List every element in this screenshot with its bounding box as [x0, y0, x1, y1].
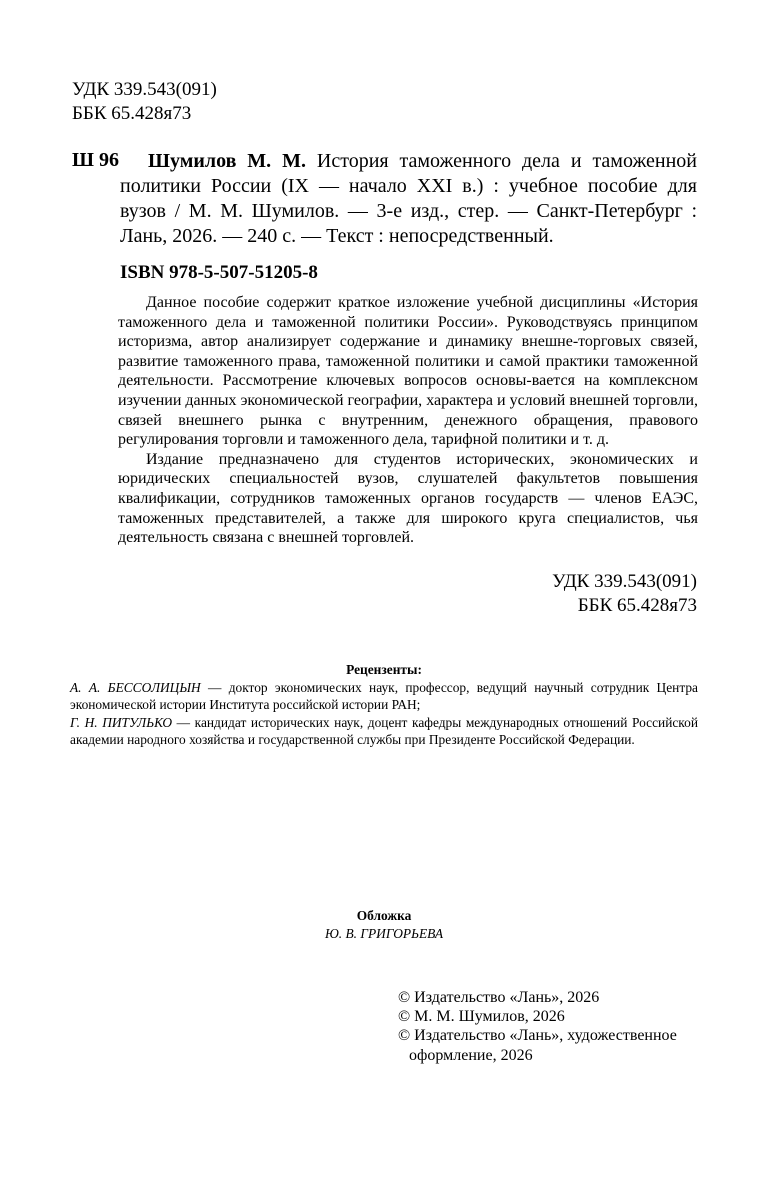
classification-header — [72, 78, 217, 126]
author-name: Шумилов М. М. — [148, 150, 306, 172]
reviewer-entry — [70, 714, 698, 749]
bbk-code: ББК 65.428я73 — [577, 595, 697, 616]
abstract — [118, 293, 698, 548]
author-code: Ш 96 — [72, 149, 119, 171]
bibliographic-description: История таможенного дела и таможенной политики России (IX — начало XXI в.) : учебное пособие для вузов / М. М. Шумилов. — 3-е изд., стер. — Санкт-Петербург : Лань, 2026. — 240 с. — Текст : непосредственный. — [120, 150, 698, 247]
reviewer-details: — доктор экономических наук, профессор, ведущий научный сотрудник Центра экономической истории Института российской истории РАН; — [70, 679, 698, 712]
abstract-paragraph: Данное пособие содержит краткое изложение учебной дисциплины «История таможенного дела и таможенной политики России». Руководствуясь принципом историзма, автор анализирует содержание и динамику внешне-торговых связей, развитие таможенного права, таможенной политики и самой практики таможенной деятельности. Рассмотрение ключевых вопросов основы-вается на комплексном изучении данных экономической географии, характера и условий внешней торговли, связей внешнего рынка с внутренним, денежного обращения, правового регулирования торговли и таможенного дела, тарифной политики и т. д. — [118, 294, 698, 449]
reviewers-section — [70, 661, 698, 749]
bbk-code: ББК 65.428я73 — [72, 103, 192, 124]
classification-footer — [500, 570, 697, 618]
reviewer-name: Г. Н. ПИТУЛЬКО — [70, 714, 173, 730]
cover-credit — [70, 907, 698, 942]
reviewer-details: — кандидат исторических наук, доцент кафедры международных отношений Российской академии народного хозяйства и государственной службы при Президенте Российской Федерации. — [70, 714, 698, 747]
isbn: ISBN 978-5-507-51205-8 — [120, 262, 318, 283]
copyright-line: оформление, 2026 — [409, 1046, 533, 1064]
udk-code: УДК 339.543(091) — [72, 79, 217, 100]
copyright-line: © Издательство «Лань», художественное — [398, 1027, 677, 1045]
reviewers-title: Рецензенты: — [346, 662, 422, 677]
copyright-line: © Издательство «Лань», 2026 — [398, 989, 600, 1006]
cover-title: Обложка — [356, 908, 412, 923]
copyright-line: © М. М. Шумилов, 2026 — [398, 1008, 565, 1026]
reviewer-entry — [70, 679, 698, 714]
abstract-paragraph: Издание предназначено для студентов исторических, экономических и юридических специальностей вузов, слушателей факультетов повышения квалификации, сотрудников таможенных органов государств — членов ЕАЭС, таможенных представителей, а также для широкого круга специалистов, чья деятельность связана с внешней торговлей. — [118, 450, 698, 547]
udk-code: УДК 339.543(091) — [552, 571, 697, 592]
bibliographic-record — [120, 149, 697, 249]
copyright-block — [398, 988, 677, 1065]
cover-designer: Ю. В. ГРИГОРЬЕВА — [324, 925, 444, 941]
reviewer-name: А. А. БЕССОЛИЦЫН — [70, 679, 201, 695]
